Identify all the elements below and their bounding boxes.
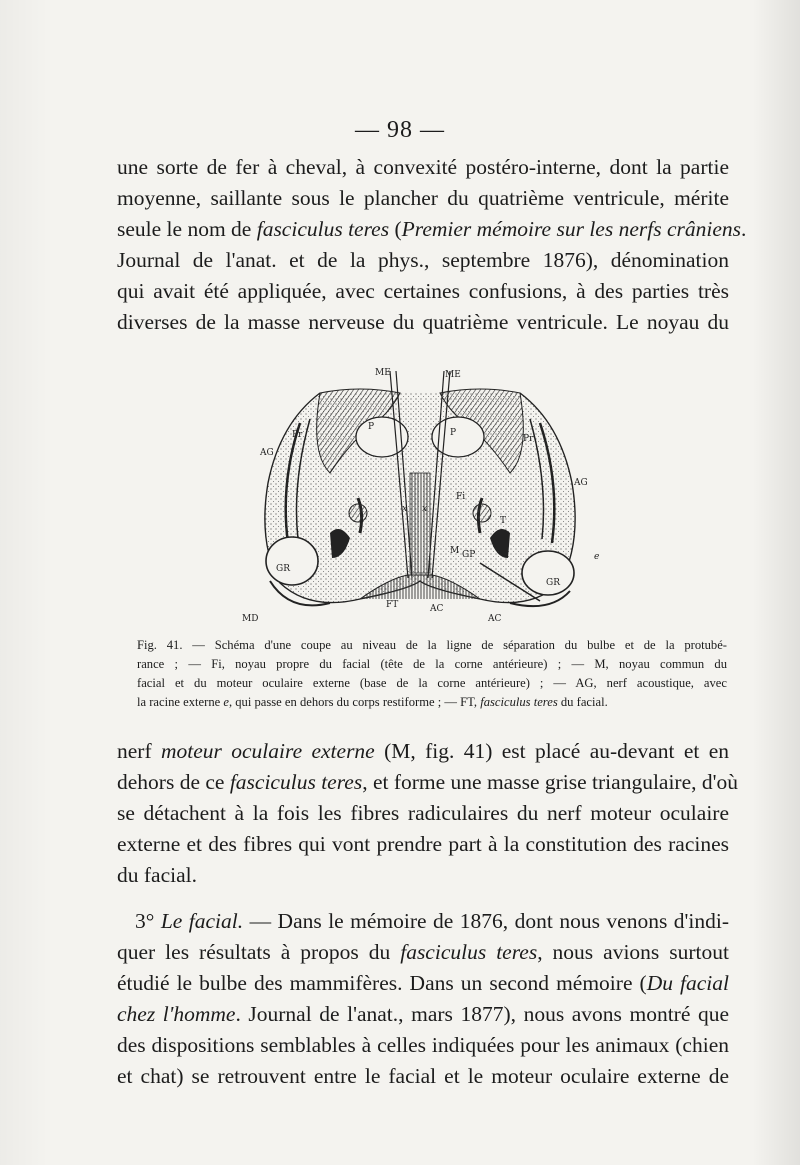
section-heading: Le facial. [160, 909, 244, 933]
caption-line [137, 655, 727, 674]
text-line [117, 937, 729, 968]
text-span: rance ; — Fi, noyau propre du facial (tête de la corne antérieure) ; — M, noyau commun du [137, 657, 727, 671]
italic-term: moteur oculaire externe [160, 739, 375, 763]
text-line [117, 1061, 729, 1092]
text-span: (M, fig. 41) est placé au-devant et en [374, 739, 729, 763]
label-gp: GP [462, 550, 476, 560]
label-p-left: P [368, 422, 375, 432]
italic-term: fasciculus teres [480, 695, 558, 709]
label-pr-left: Pr [292, 430, 303, 440]
text-span: moyenne, saillante sous le plancher du quatrième ventricule, mérite [117, 186, 729, 210]
figure-41-schematic [240, 363, 600, 625]
text-line [117, 767, 739, 798]
label-x-left: x [402, 504, 408, 514]
text-line [117, 736, 729, 767]
label-e: e [594, 552, 600, 562]
text-span: du facial. [117, 863, 197, 887]
figure-reference: Fig. 41. [137, 638, 183, 652]
label-p-right: P [450, 428, 457, 438]
text-line [117, 245, 729, 276]
text-line [117, 214, 747, 245]
text-line [117, 1030, 729, 1061]
text-span: nerf [117, 739, 161, 763]
label-gr-right: GR [546, 578, 560, 588]
text-span: . Journal de l'anat., mars 1877), nous avons montré que [235, 1002, 729, 1026]
label-pr-right: Pr [523, 434, 534, 444]
text-span: ( [389, 217, 402, 241]
label-gr-left: GR [276, 564, 290, 574]
label-t: T [500, 516, 507, 526]
label-ac-mid: AC [430, 604, 444, 614]
text-span: externe et des fibres qui vont prendre part à la constitution des racines [117, 832, 729, 856]
label-m: M [450, 546, 460, 556]
caption-line [137, 674, 727, 693]
label-ag-left: AG [260, 448, 274, 458]
text-line [117, 906, 729, 937]
text-span: quer les résultats à propos du [117, 940, 401, 964]
figure-caption [137, 636, 727, 712]
text-span: la racine externe [137, 695, 224, 709]
italic-term: fasciculus teres [256, 217, 390, 241]
label-ft: FT [386, 600, 399, 610]
paragraph-1 [117, 152, 747, 338]
text-span: des dispositions semblables à celles indiquées pour les animaux (chien [117, 1033, 729, 1057]
text-line [117, 829, 729, 860]
text-span: se détachent à la fois les fibres radiculaires du nerf moteur oculaire [117, 801, 729, 825]
paragraph-2 [117, 736, 739, 891]
caption-line [137, 693, 727, 712]
label-ac-right: AC [488, 614, 502, 624]
label-ag-right: AG [574, 478, 588, 488]
text-span: une sorte de fer à cheval, à convexité postéro-interne, dont la partie [117, 155, 729, 179]
italic-title: Du facial [646, 971, 729, 995]
text-line [117, 183, 729, 214]
text-line [117, 968, 729, 999]
label-x-right: x [422, 504, 428, 514]
paragraph-3 [117, 906, 729, 1092]
text-line [117, 307, 729, 338]
text-span: . [741, 217, 747, 241]
caption-line [137, 636, 727, 655]
text-span: , nous avions surtout [537, 940, 729, 964]
text-line [117, 276, 729, 307]
text-line [117, 152, 729, 183]
anatomical-section-drawing [240, 363, 600, 625]
italic-title: chez l'homme [117, 1002, 236, 1026]
text-span: qui avait été appliquée, avec certaines confusions, à des parties très [117, 279, 729, 303]
page-number: — 98 — [355, 117, 445, 143]
text-span: — Schéma d'une coupe au niveau de la ligne de séparation du bulbe et de la protubé- [182, 638, 727, 652]
text-span: du facial. [557, 695, 608, 709]
text-span: , et forme une masse grise triangulaire, d'où [362, 770, 739, 794]
text-line [117, 999, 729, 1030]
label-me-left: ME [375, 368, 391, 378]
text-span: facial et du moteur oculaire externe (base de la corne antérieure) ; — AG, nerf acoustique, avec [137, 676, 727, 690]
text-line [117, 860, 729, 891]
label-md: MD [242, 614, 259, 624]
text-span: — Dans le mémoire de 1876, dont nous venons d'indi- [243, 909, 729, 933]
text-line [117, 798, 729, 829]
text-span: étudié le bulbe des mammifères. Dans un second mémoire ( [117, 971, 647, 995]
text-span: 3° [135, 909, 161, 933]
italic-term: e [223, 695, 229, 709]
label-fi: Fi [456, 492, 466, 502]
label-me-right: ME [445, 370, 461, 380]
text-span: et chat) se retrouvent entre le facial et le moteur oculaire externe de [117, 1064, 729, 1088]
italic-term: fasciculus teres [400, 940, 538, 964]
italic-title: Premier mémoire sur les nerfs crâniens [401, 217, 741, 241]
text-span: Journal de l'anat. et de la phys., septembre 1876), dénomination [117, 248, 729, 272]
text-span: , qui passe en dehors du corps restiforme ; — FT, [228, 695, 481, 709]
text-span: diverses de la masse nerveuse du quatrième ventricule. Le noyau du [117, 310, 729, 334]
italic-term: fasciculus teres [229, 770, 363, 794]
text-span: seule le nom de [117, 217, 257, 241]
text-span: dehors de ce [117, 770, 230, 794]
